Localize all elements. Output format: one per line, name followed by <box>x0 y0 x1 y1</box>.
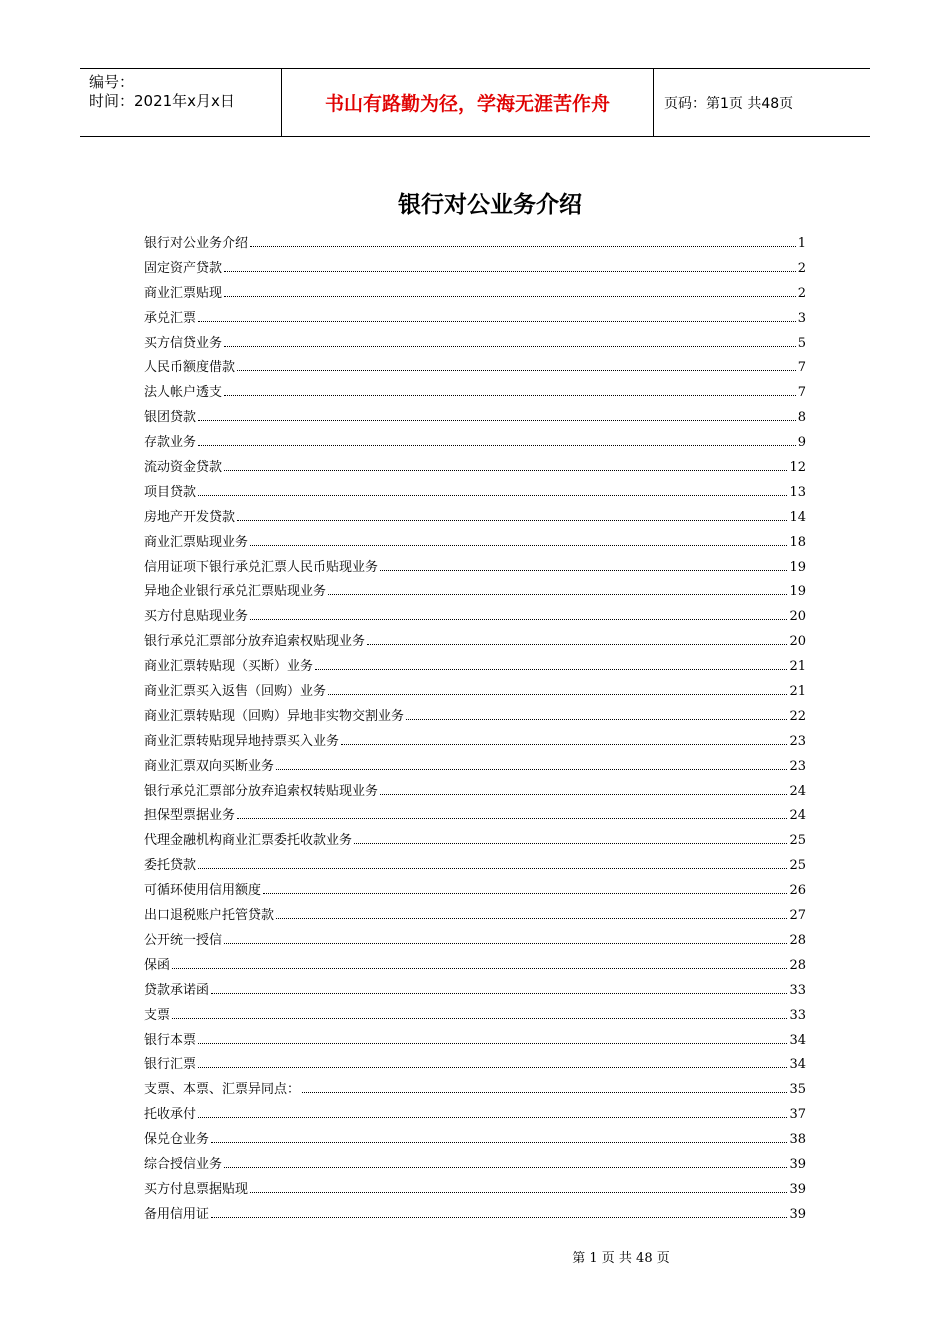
toc-dot-leader <box>224 345 796 347</box>
toc-entry-page: 34 <box>789 1032 806 1048</box>
toc-entry-page: 28 <box>789 957 806 973</box>
toc-entry[interactable] <box>144 605 806 630</box>
toc-dot-leader <box>406 718 787 720</box>
toc-entry-label: 法人帐户透支 <box>144 385 223 401</box>
toc-entry-page: 27 <box>789 908 806 924</box>
toc-dot-leader <box>380 793 787 795</box>
toc-entry[interactable] <box>144 481 806 506</box>
toc-entry-page: 2 <box>797 260 806 276</box>
toc-entry-label: 担保型票据业务 <box>144 808 236 824</box>
toc-entry[interactable] <box>144 1128 806 1153</box>
toc-entry[interactable] <box>144 854 806 879</box>
toc-entry-label: 保函 <box>144 957 171 973</box>
toc-entry-page: 39 <box>789 1156 806 1172</box>
toc-dot-leader <box>263 892 787 894</box>
toc-entry[interactable] <box>144 630 806 655</box>
header-page-info: 页码：第1页 共48页 <box>664 95 794 112</box>
toc-entry-label: 商业汇票贴现业务 <box>144 534 249 550</box>
toc-entry-label: 买方付息贴现业务 <box>144 609 249 625</box>
toc-dot-leader <box>237 817 787 819</box>
toc-dot-leader <box>198 867 787 869</box>
toc-entry-label: 存款业务 <box>144 435 197 451</box>
toc-entry-label: 托收承付 <box>144 1107 197 1123</box>
toc-entry[interactable] <box>144 556 806 581</box>
toc-dot-leader <box>198 494 787 496</box>
toc-entry-page: 9 <box>797 435 806 451</box>
toc-entry-label: 银行汇票 <box>144 1057 197 1073</box>
toc-dot-leader <box>224 394 796 396</box>
toc-entry-page: 8 <box>797 410 806 426</box>
toc-entry-page: 24 <box>789 808 806 824</box>
toc-dot-leader <box>211 1141 787 1143</box>
toc-entry-page: 20 <box>789 609 806 625</box>
toc-entry[interactable] <box>144 531 806 556</box>
toc-dot-leader <box>224 1166 787 1168</box>
toc-entry-label: 买方付息票据贴现 <box>144 1181 249 1197</box>
toc-dot-leader <box>237 519 787 521</box>
toc-entry[interactable] <box>144 232 806 257</box>
toc-entry-label: 可循环使用信用额度 <box>144 883 262 899</box>
toc-entry[interactable] <box>144 1103 806 1128</box>
toc-entry-label: 异地企业银行承兑汇票贴现业务 <box>144 584 327 600</box>
toc-entry-page: 28 <box>789 932 806 948</box>
toc-entry-page: 33 <box>789 1007 806 1023</box>
toc-entry[interactable] <box>144 381 806 406</box>
toc-entry-label: 商业汇票买入返售（回购）业务 <box>144 684 327 700</box>
toc-entry-page: 21 <box>789 684 806 700</box>
header-meta <box>80 69 282 136</box>
toc-dot-leader <box>302 1091 787 1093</box>
toc-entry-page: 7 <box>797 385 806 401</box>
toc-entry[interactable] <box>144 1203 806 1228</box>
toc-dot-leader <box>250 544 787 546</box>
toc-entry-label: 支票、本票、汇票异同点： <box>144 1082 301 1098</box>
toc-entry-label: 贷款承诺函 <box>144 982 210 998</box>
toc-dot-leader <box>224 469 787 471</box>
toc-entry-page: 1 <box>797 236 806 251</box>
toc-entry[interactable] <box>144 1078 806 1103</box>
toc-entry-label: 银行本票 <box>144 1032 197 1048</box>
toc-entry[interactable] <box>144 456 806 481</box>
document-date: 时间：2021年x月x日 <box>89 92 235 110</box>
toc-entry-page: 23 <box>789 758 806 774</box>
toc-entry-page: 38 <box>789 1132 806 1148</box>
toc-dot-leader <box>250 1191 787 1193</box>
toc-dot-leader <box>172 967 787 969</box>
toc-entry[interactable] <box>144 1178 806 1203</box>
toc-entry-page: 7 <box>797 360 806 376</box>
toc-entry-page: 20 <box>789 634 806 650</box>
toc-dot-leader <box>341 743 787 745</box>
toc-dot-leader <box>224 295 796 297</box>
toc-entry[interactable] <box>144 904 806 929</box>
toc-dot-leader <box>354 842 787 844</box>
toc-dot-leader <box>380 569 787 571</box>
toc-dot-leader <box>276 917 787 919</box>
toc-entry-label: 人民币额度借款 <box>144 360 236 376</box>
toc-entry-page: 26 <box>789 883 806 899</box>
toc-entry-page: 25 <box>789 833 806 849</box>
toc-entry-label: 商业汇票转贴现（买断）业务 <box>144 659 314 675</box>
toc-dot-leader <box>211 1216 787 1218</box>
toc-entry[interactable] <box>144 730 806 755</box>
toc-entry-page: 37 <box>789 1107 806 1123</box>
toc-entry-page: 5 <box>797 335 806 351</box>
toc-entry-page: 19 <box>789 584 806 600</box>
toc-entry[interactable] <box>144 580 806 605</box>
toc-entry[interactable] <box>144 804 806 829</box>
toc-entry-page: 18 <box>789 534 806 550</box>
table-of-contents <box>144 232 806 1228</box>
document-title: 银行对公业务介绍 <box>398 192 582 218</box>
toc-entry-label: 银行对公业务介绍 <box>144 236 249 251</box>
toc-entry[interactable] <box>144 655 806 680</box>
toc-entry-page: 14 <box>789 509 806 525</box>
toc-entry-label: 代理金融机构商业汇票委托收款业务 <box>144 833 353 849</box>
toc-entry-label: 备用信用证 <box>144 1206 210 1222</box>
toc-entry-label: 流动资金贷款 <box>144 460 223 476</box>
toc-entry[interactable] <box>144 307 806 332</box>
toc-entry-label: 保兑仓业务 <box>144 1132 210 1148</box>
toc-entry-page: 24 <box>789 783 806 799</box>
toc-entry[interactable] <box>144 1053 806 1078</box>
toc-dot-leader <box>328 593 787 595</box>
toc-entry[interactable] <box>144 979 806 1004</box>
toc-dot-leader <box>367 643 787 645</box>
page-footer: 第 1 页 共 48 页 <box>572 1251 670 1266</box>
toc-entry-label: 银行承兑汇票部分放弃追索权贴现业务 <box>144 634 366 650</box>
toc-entry-page: 3 <box>797 310 806 326</box>
toc-entry[interactable] <box>144 406 806 431</box>
toc-dot-leader <box>172 1017 787 1019</box>
toc-entry-label: 综合授信业务 <box>144 1156 223 1172</box>
toc-entry-page: 22 <box>789 708 806 724</box>
toc-entry-label: 信用证项下银行承兑汇票人民币贴现业务 <box>144 559 379 575</box>
toc-entry-label: 买方信贷业务 <box>144 335 223 351</box>
toc-entry[interactable] <box>144 755 806 780</box>
toc-dot-leader <box>276 768 787 770</box>
toc-entry-page: 35 <box>789 1082 806 1098</box>
toc-entry-page: 23 <box>789 733 806 749</box>
toc-entry-label: 承兑汇票 <box>144 310 197 326</box>
document-number-label: 编号： <box>89 73 135 91</box>
toc-entry[interactable] <box>144 282 806 307</box>
toc-entry[interactable] <box>144 257 806 282</box>
toc-entry-label: 商业汇票转贴现（回购）异地非实物交割业务 <box>144 708 405 724</box>
toc-dot-leader <box>328 693 787 695</box>
toc-entry[interactable] <box>144 1029 806 1054</box>
toc-entry-page: 19 <box>789 559 806 575</box>
toc-entry[interactable] <box>144 356 806 381</box>
toc-entry[interactable] <box>144 879 806 904</box>
toc-dot-leader <box>211 992 787 994</box>
toc-entry-page: 34 <box>789 1057 806 1073</box>
toc-dot-leader <box>224 942 787 944</box>
toc-entry-page: 33 <box>789 982 806 998</box>
toc-entry[interactable] <box>144 705 806 730</box>
toc-entry-label: 商业汇票转贴现异地持票买入业务 <box>144 733 340 749</box>
toc-dot-leader <box>224 270 796 272</box>
toc-entry[interactable] <box>144 829 806 854</box>
toc-entry[interactable] <box>144 680 806 705</box>
toc-dot-leader <box>198 1042 787 1044</box>
toc-entry-label: 委托贷款 <box>144 858 197 874</box>
toc-entry[interactable] <box>144 780 806 805</box>
toc-dot-leader <box>250 245 796 247</box>
toc-dot-leader <box>237 369 796 371</box>
toc-dot-leader <box>250 618 787 620</box>
toc-entry-page: 39 <box>789 1206 806 1222</box>
toc-entry-label: 固定资产贷款 <box>144 260 223 276</box>
toc-entry-page: 25 <box>789 858 806 874</box>
toc-entry-page: 13 <box>789 484 806 500</box>
toc-dot-leader <box>198 444 796 446</box>
toc-entry[interactable] <box>144 506 806 531</box>
toc-entry[interactable] <box>144 954 806 979</box>
page-header <box>80 68 870 137</box>
toc-entry-label: 银团贷款 <box>144 410 197 426</box>
toc-entry-page: 12 <box>789 460 806 476</box>
toc-entry[interactable] <box>144 1153 806 1178</box>
toc-entry-label: 商业汇票双向买断业务 <box>144 758 275 774</box>
toc-entry[interactable] <box>144 1004 806 1029</box>
toc-entry-label: 公开统一授信 <box>144 932 223 948</box>
toc-entry-label: 商业汇票贴现 <box>144 285 223 301</box>
toc-entry-label: 银行承兑汇票部分放弃追索权转贴现业务 <box>144 783 379 799</box>
toc-dot-leader <box>198 320 796 322</box>
toc-entry-label: 出口退税账户托管贷款 <box>144 908 275 924</box>
toc-entry-page: 39 <box>789 1181 806 1197</box>
toc-entry[interactable] <box>144 332 806 357</box>
toc-entry-page: 2 <box>797 285 806 301</box>
toc-entry[interactable] <box>144 929 806 954</box>
toc-entry-label: 支票 <box>144 1007 171 1023</box>
toc-entry-label: 项目贷款 <box>144 484 197 500</box>
toc-dot-leader <box>198 1066 787 1068</box>
toc-entry-label: 房地产开发贷款 <box>144 509 236 525</box>
toc-entry-page: 21 <box>789 659 806 675</box>
toc-entry[interactable] <box>144 431 806 456</box>
header-motto: 书山有路勤为径，学海无涯苦作舟 <box>282 69 654 136</box>
toc-dot-leader <box>315 668 787 670</box>
toc-dot-leader <box>198 1116 787 1118</box>
toc-dot-leader <box>198 419 796 421</box>
